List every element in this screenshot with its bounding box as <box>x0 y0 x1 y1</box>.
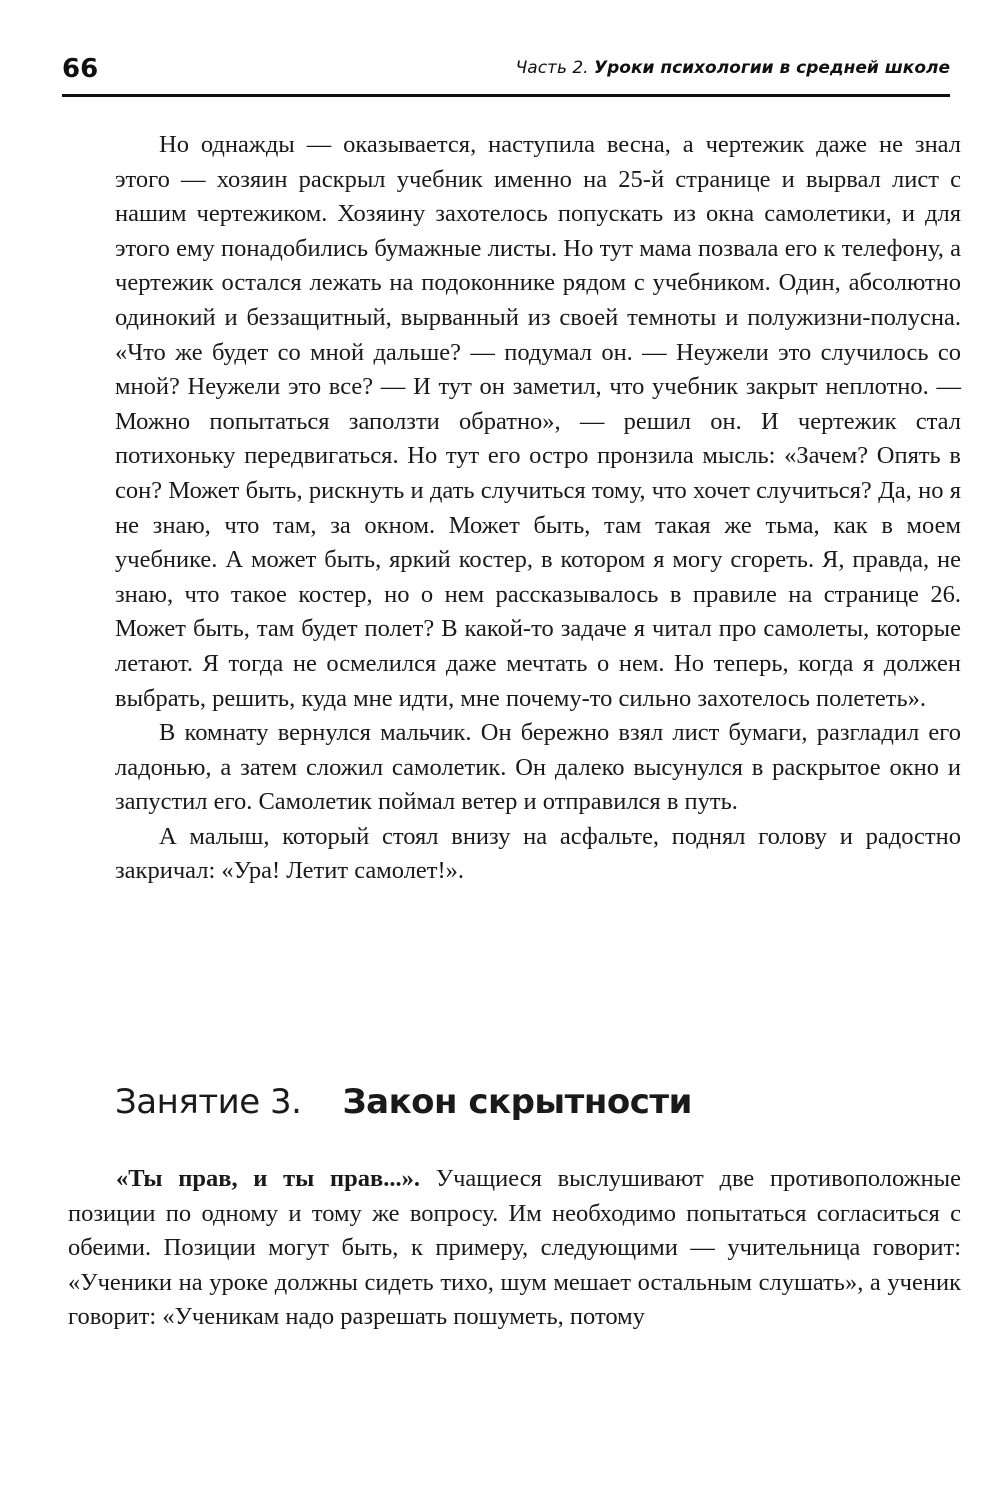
paragraph: А малыш, который стоял внизу на асфальте, поднял голову и радостно закричал: «Ура! Летит самолет!». <box>115 822 961 885</box>
paragraph: Но однажды — оказывается, наступила весна, а чертежик даже не знал этого — хозяин раскрыл учебник именно на 25-й странице и вырвал лист с нашим чертежиком. Хозяину захотелось попускать из окна самолетики, и для этого ему понадобились бумажные листы. Но тут мама позвала его к телефону, а чертежик остался лежать на подоконнике рядом с учебником. Один, абсолютно одинокий и беззащитный, вырванный из своей темноты и полужизни-полусна. «Что же будет со мной дальше? — подумал он. — Неужели это случилось со мной? Неужели это все? — И тут он заметил, что учебник закрыт неплотно. — Можно попытаться заползти обратно», — решил он. И чертежик стал потихоньку передвигаться. Но тут его остро пронзила мысль: «Зачем? Опять в сон? Может быть, рискнуть и дать случиться тому, что хочет случиться? Да, но я не знаю, что там, за окном. Может быть, там такая же тьма, как в моем учебнике. А может быть, яркий костер, в котором я могу сгореть. Я, правда, не знаю, что такое костер, но о нем рассказывалось в правиле на странице 26. Может быть, там будет полет? В какой-то задаче я читал про самолеты, которые летают. Я тогда не осмелился даже мечтать о нем. Но теперь, когда я должен выбрать, решить, куда мне идти, мне почему-то сильно захотелось полететь». <box>115 131 961 712</box>
part-label: Часть 2. <box>515 58 589 78</box>
exercise-description: Учащиеся выслушивают две противоположные позиции по одному и тому же вопросу. Им необходимо попытаться согласиться с обеими. Позиции могут быть, к примеру, следующими — учительница говорит: «Ученики на уроке должны сидеть тихо, шум мешает остальным слушать», а ученик говорит: «Ученикам надо разрешать пошуметь, потому <box>68 1165 962 1331</box>
running-header <box>62 48 950 97</box>
paragraph: В комнату вернулся мальчик. Он бережно взял лист бумаги, разгладил его ладонью, а затем сложил самолетик. Он далеко высунулся в раскрытое окно и запустил его. Самолетик поймал ветер и отправился в путь. <box>115 719 961 816</box>
story-text <box>115 128 961 889</box>
exercise-name: «Ты прав, и ты прав...». <box>116 1165 420 1192</box>
page-number: 66 <box>62 54 99 84</box>
lesson-heading <box>115 1082 961 1142</box>
running-title <box>516 58 950 78</box>
section-title: Уроки психологии в средней школе <box>594 58 950 78</box>
lesson-number: Занятие 3. <box>115 1082 302 1122</box>
lesson-title: Закон скрытности <box>342 1082 692 1122</box>
paragraph <box>68 1162 961 1335</box>
lesson-text <box>68 1162 961 1335</box>
